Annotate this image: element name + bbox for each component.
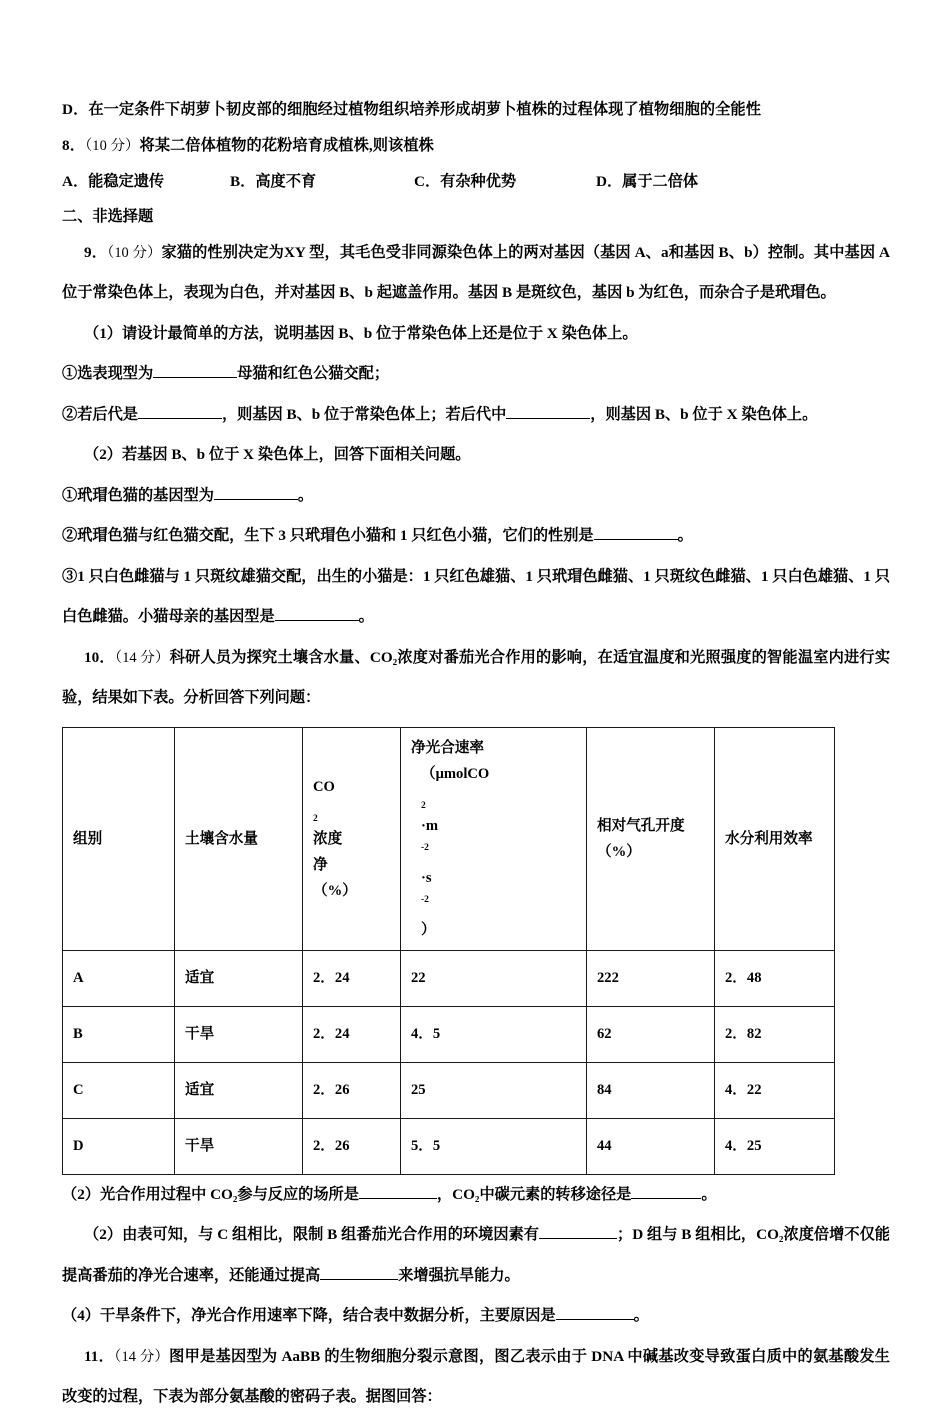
option-d-carryover: D．在一定条件下胡萝卜韧皮部的细胞经过植物组织培养形成胡萝卜植株的过程体现了植物细胞的全能性: [62, 101, 762, 118]
sub-marker: （4）: [62, 1307, 100, 1324]
question-8-option-a[interactable]: A．能稳定遗传: [62, 173, 165, 190]
cell-water-efficiency: 4．25: [715, 1118, 835, 1174]
cell-soil-water: 干旱: [175, 1006, 303, 1062]
answer-blank[interactable]: [320, 1279, 398, 1280]
photosynthesis-data-table: [62, 727, 835, 1175]
answer-blank[interactable]: [153, 377, 237, 378]
cell-group: A: [63, 950, 175, 1006]
header-co2-line2: 净: [313, 856, 328, 873]
header-relative-stomatal-opening: [587, 727, 715, 950]
question-9-score: （10 分）: [107, 244, 162, 261]
item-text-mid: ，则基因 B、b 位于常染色体上；若后代中: [221, 405, 507, 423]
cell-soil-water: 干旱: [175, 1118, 303, 1174]
item-marker: ②: [62, 527, 78, 544]
item-text-before: 玳瑁色猫与红色猫交配，生下 3 只玳瑁色小猫和 1 只红色小猫，它们的性别是: [77, 527, 594, 544]
question-11-number: 11．: [84, 1347, 115, 1365]
question-8-option-d[interactable]: D．属于二倍体: [596, 173, 699, 190]
question-11-stem: [62, 1337, 890, 1418]
cell-net-rate: 5．5: [401, 1118, 587, 1174]
question-8-score: （10 分）: [84, 137, 140, 154]
question-10-sub-2: [62, 1215, 890, 1296]
question-9-part2-item-3: [62, 557, 890, 638]
sub-text-before: 由表可知，与 C 组相比，限制 B 组番茄光合作用的环境因素有: [122, 1226, 540, 1243]
question-9-part2-item-2: [62, 516, 890, 557]
cell-net-rate: 22: [401, 950, 587, 1006]
sub-marker: （2）: [84, 1226, 123, 1243]
header-stomata-line1: 相对气孔开度: [597, 817, 685, 834]
question-11-score: （14 分）: [114, 1348, 170, 1365]
question-9-part2-label: （2）若基因 B、b 位于 X 染色体上，回答下面相关问题。: [84, 446, 471, 463]
header-co2-concentration: [303, 727, 401, 950]
item-marker: ③: [62, 567, 78, 585]
header-group: 组别: [63, 727, 175, 950]
question-9-part2-item-1: [62, 476, 890, 517]
cell-water-efficiency: 2．48: [715, 950, 835, 1006]
question-10-sub-1: [62, 1175, 890, 1216]
header-stomata-line2: （%）: [597, 843, 641, 860]
item-text-after: 。: [677, 527, 693, 544]
cell-water-efficiency: 2．82: [715, 1006, 835, 1062]
cell-co2: 2．24: [303, 950, 401, 1006]
table-row: [63, 1006, 835, 1062]
question-9-part1-item-1: [62, 354, 890, 395]
cell-co2: 2．26: [303, 1062, 401, 1118]
question-8-option-b[interactable]: B．高度不育: [230, 173, 317, 190]
header-co2-line1: CO $_2$ 浓度: [313, 778, 343, 847]
sub-text-mid: ；D 组与 B 组相比，CO₂浓度倍增不仅能提高番茄的净光合速率，还能通过提高: [62, 1226, 890, 1284]
cell-stomata: 84: [587, 1062, 715, 1118]
question-10-sub-3: [62, 1296, 890, 1337]
cell-group: D: [63, 1118, 175, 1174]
question-8-stem: [62, 128, 890, 165]
cell-water-efficiency: 4．22: [715, 1062, 835, 1118]
question-8-options: [62, 164, 890, 200]
table-row: [63, 1062, 835, 1118]
answer-blank[interactable]: [275, 620, 359, 621]
question-9-number: 9．: [84, 243, 108, 261]
sub-text-before: 干旱条件下，净光合作用速率下降，结合表中数据分析，主要原因是: [99, 1307, 556, 1324]
item-text-before: 1 只白色雌猫与 1 只斑纹雄猫交配，出生的小猫是：1 只红色雄猫、1 只玳瑁色雌猫、1 只斑纹色雌猫、1 只白色雄猫、1 只白色雌猫。小猫母亲的基因型是: [62, 567, 891, 625]
answer-blank[interactable]: [556, 1319, 634, 1320]
table-row: [63, 950, 835, 1006]
question-11-text: 图甲是基因型为 AaBB 的生物细胞分裂示意图，图乙表示由于 DNA 中碱基改变导致蛋白质中的氨基酸发生改变的过程，下表为部分氨基酸的密码子表。据图回答：: [62, 1347, 890, 1405]
question-9-part1-item-2: [62, 395, 890, 436]
question-9-text: 家猫的性别决定为XY 型，其毛色受非同源染色体上的两对基因（基因 A、a和基因 B、b）控制。其中基因 A 位于常染色体上，表现为白色，并对基因 B、b 起遮盖作用。基因 B 是斑纹色，基因 b 为红色，而杂合子是玳瑁色。: [62, 243, 891, 301]
answer-blank[interactable]: [214, 499, 298, 500]
sub-marker: （2）: [62, 1185, 100, 1203]
item-text-after: 母猫和红色公猫交配；: [237, 365, 389, 382]
answer-blank[interactable]: [594, 539, 678, 540]
cell-stomata: 222: [587, 950, 715, 1006]
item-text-before: 玳瑁色猫的基因型为: [77, 486, 214, 504]
question-10-score: （14 分）: [114, 649, 170, 666]
header-co2-line3: （%）: [313, 882, 357, 899]
header-rate-line1: 净光合速率: [411, 739, 484, 756]
cell-net-rate: 25: [401, 1062, 587, 1118]
cell-group: C: [63, 1062, 175, 1118]
item-marker: ②: [62, 405, 78, 423]
header-water-use-efficiency: 水分利用效率: [715, 727, 835, 950]
table-row: [63, 1118, 835, 1174]
cell-soil-water: 适宜: [175, 950, 303, 1006]
cell-co2: 2．24: [303, 1006, 401, 1062]
answer-blank[interactable]: [138, 418, 222, 419]
cell-soil-water: 适宜: [175, 1062, 303, 1118]
sub-text-after: 。: [701, 1185, 717, 1203]
question-8-number: 8．: [62, 136, 85, 154]
table-header-row: [63, 727, 835, 950]
item-text-after: 。: [297, 486, 314, 504]
header-net-photosynthetic-rate: [401, 727, 587, 950]
question-9-part1-label: （1）请设计最简单的方法，说明基因 B、b 位于常染色体上还是位于 X 染色体上。: [84, 324, 638, 342]
cell-group: B: [63, 1006, 175, 1062]
sub-text-before: 光合作用过程中 CO₂参与反应的场所是: [99, 1185, 359, 1203]
item-text-before: 选表现型为: [77, 365, 154, 382]
answer-blank[interactable]: [539, 1238, 617, 1239]
cell-stomata: 44: [587, 1118, 715, 1174]
header-rate-unit: （μmolCO $_2$ ·m $^{-2}$ ·s $^{-2}$ ）: [421, 765, 490, 938]
item-text-before: 若后代是: [77, 405, 138, 423]
cell-stomata: 62: [587, 1006, 715, 1062]
question-10-text: 科研人员为探究土壤含水量、CO₂浓度对番茄光合作用的影响，在适宜温度和光照强度的智能温室内进行实验，结果如下表。分析回答下列问题：: [62, 648, 891, 706]
sub-text-mid: ，CO₂中碳元素的转移途径是: [436, 1185, 632, 1203]
answer-blank[interactable]: [631, 1198, 701, 1199]
answer-blank[interactable]: [506, 418, 590, 419]
item-marker: ①: [62, 486, 78, 504]
cell-co2: 2．26: [303, 1118, 401, 1174]
answer-blank[interactable]: [359, 1198, 437, 1199]
item-marker: ①: [62, 365, 78, 382]
question-9-stem: [62, 233, 890, 314]
item-text-after: ，则基因 B、b 位于 X 染色体上。: [590, 405, 818, 423]
sub-text-after: 来增强抗旱能力。: [398, 1266, 520, 1284]
question-10-number: 10．: [84, 648, 115, 666]
item-text-after: 。: [358, 608, 374, 625]
question-8-text: 将某二倍体植物的花粉培育成植株,则该植株: [139, 136, 434, 154]
header-soil-water: 土壤含水量: [175, 727, 303, 950]
question-10-stem: [62, 638, 890, 719]
sub-text-after: 。: [633, 1307, 649, 1324]
section-2-heading: 二、非选择题: [62, 207, 154, 225]
cell-net-rate: 4．5: [401, 1006, 587, 1062]
question-8-option-c[interactable]: C．有杂种优势: [414, 173, 517, 190]
